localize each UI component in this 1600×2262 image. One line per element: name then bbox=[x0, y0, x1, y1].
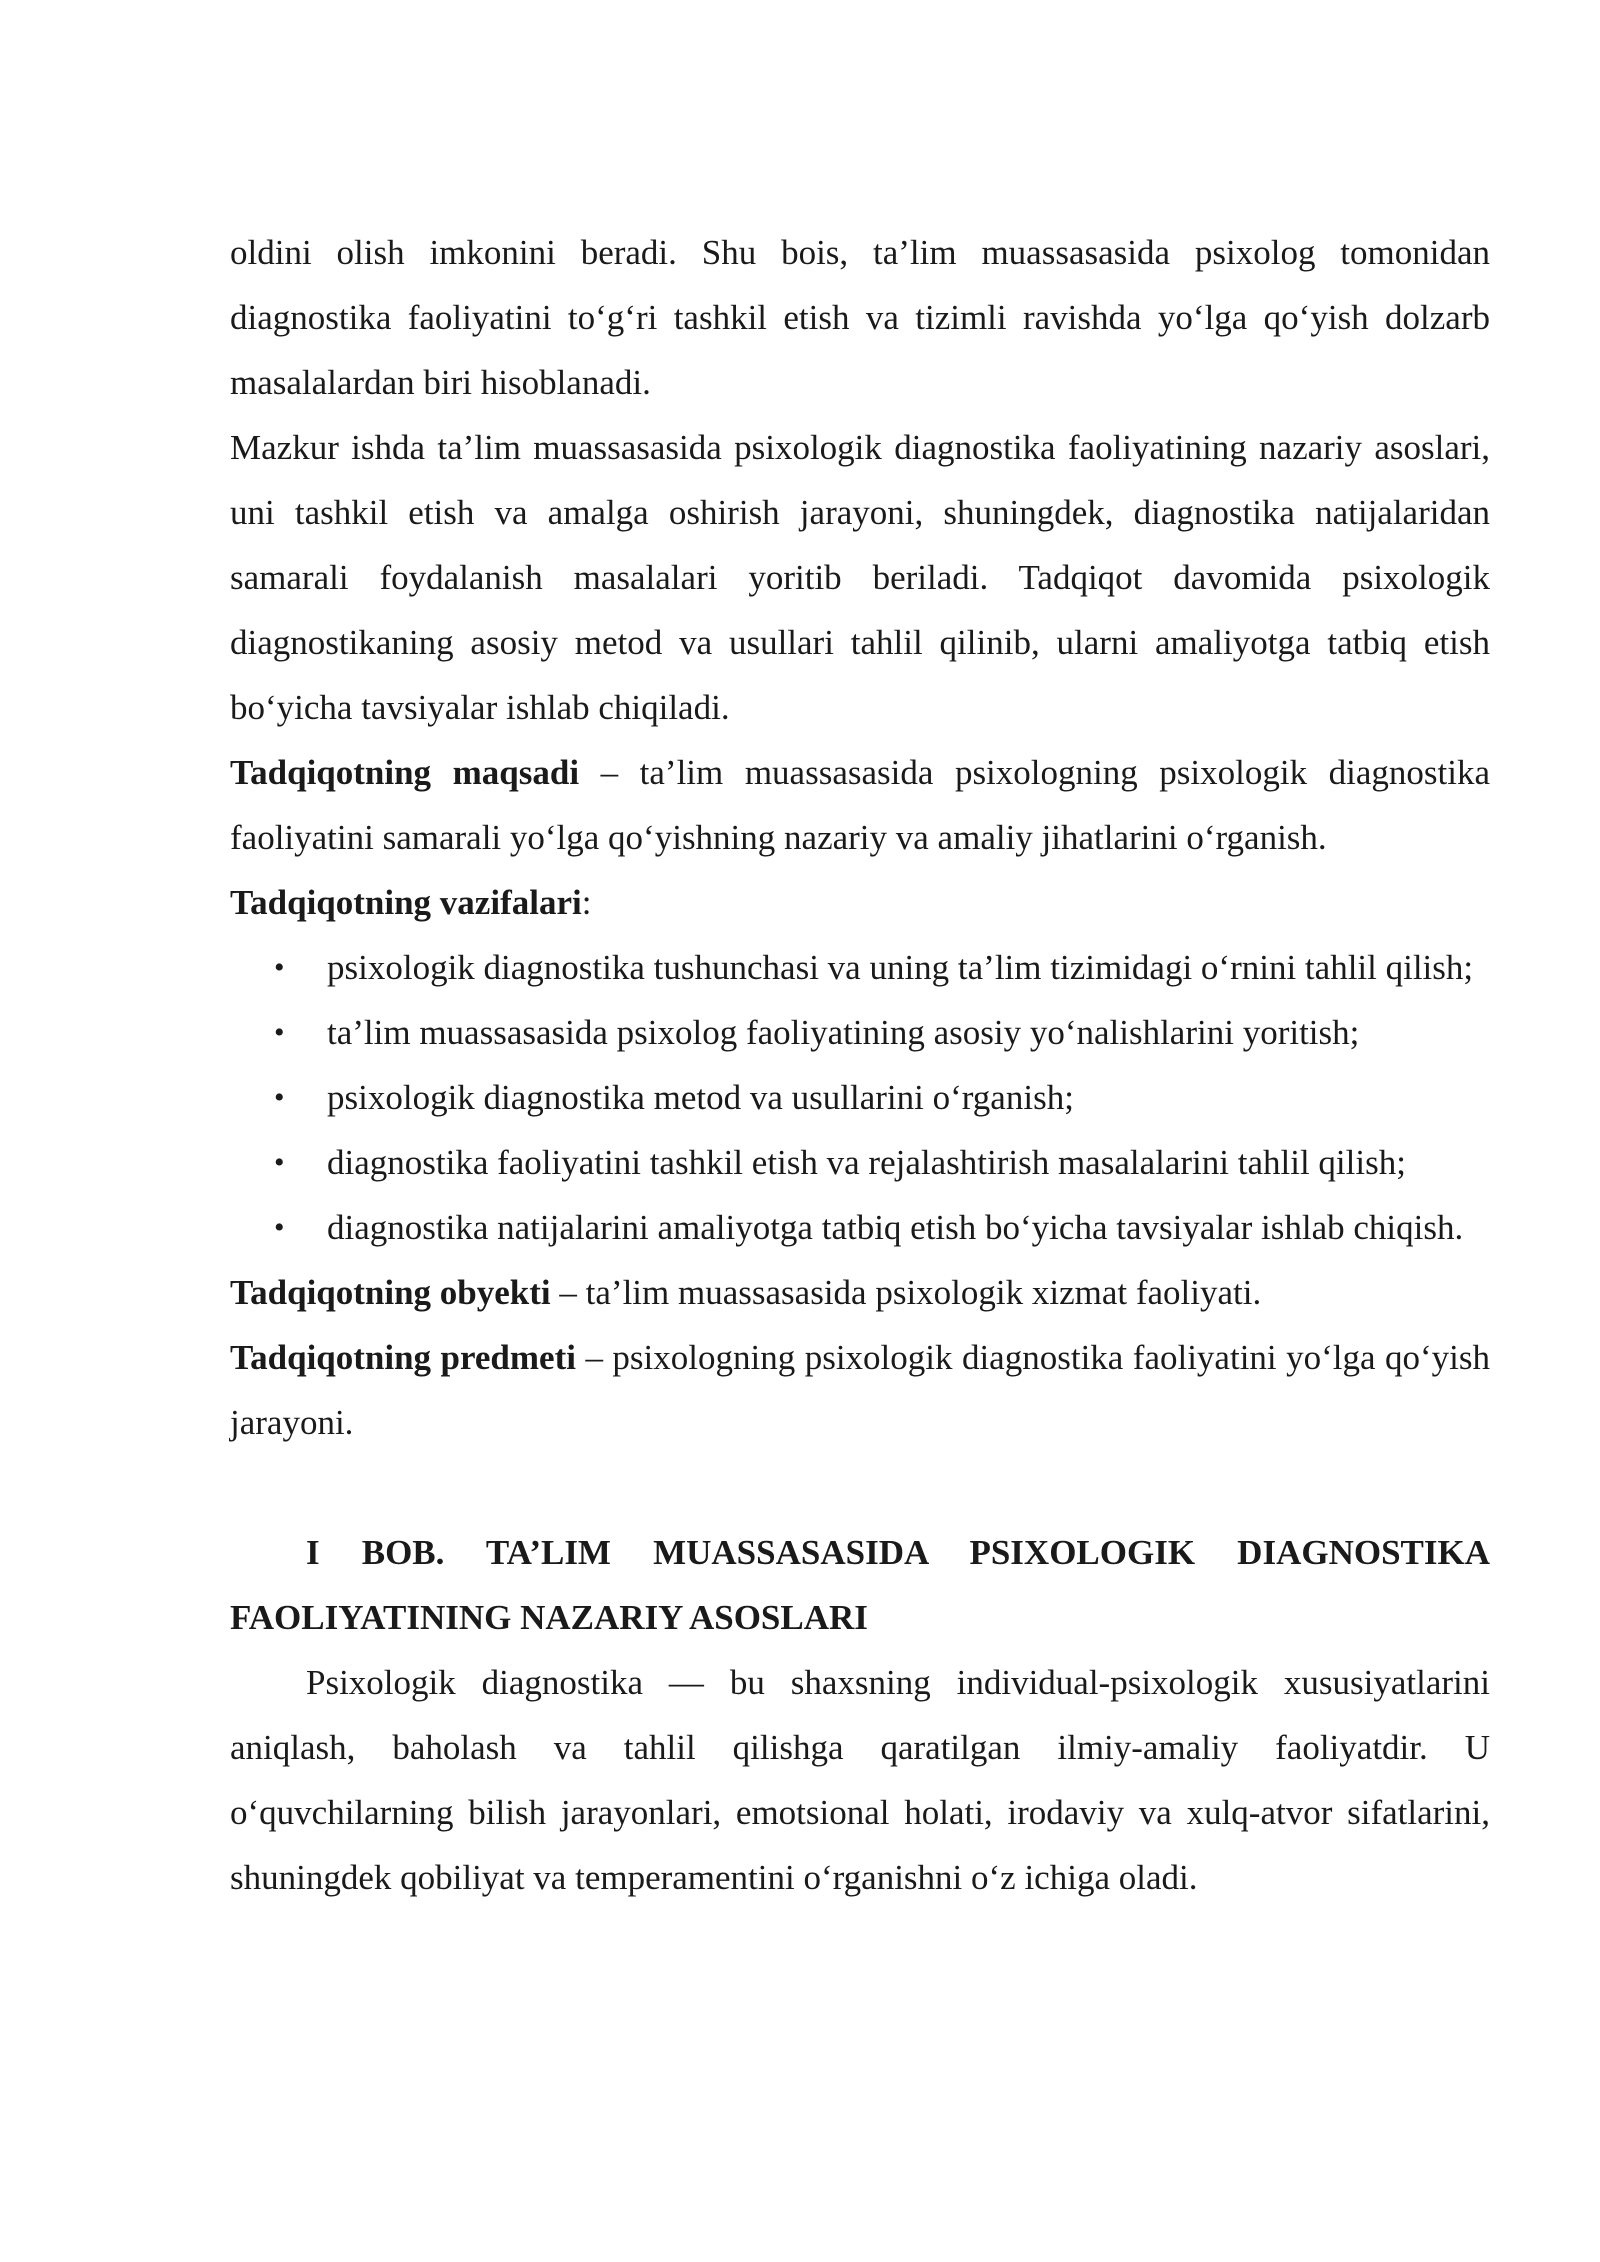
research-subject-label: Tadqiqotning predmeti bbox=[230, 1338, 576, 1377]
chapter-paragraph: Psixologik diagnostika — bu shaxsning individual-psixologik xususiyatlarini aniqlash, baholash va tahlil qilishga qaratilgan ilmiy-amaliy faoliyatdir. U o‘quvchilarning bilish jarayonlari, emotsional holati, irodaviy va xulq-atvor sifatlarini, shuningdek qobiliyat va temperamentini o‘rganishni o‘z ichiga oladi. bbox=[230, 1663, 1490, 1897]
research-tasks-label: Tadqiqotning vazifalari bbox=[230, 883, 582, 922]
research-goal-label: Tadqiqotning maqsadi bbox=[230, 753, 580, 792]
research-object-text: – ta’lim muassasasida psixologik xizmat faoliyati. bbox=[550, 1273, 1262, 1312]
list-item-text: psixologik diagnostika tushunchasi va uning ta’lim tizimidagi o‘rnini tahlil qilish; bbox=[327, 948, 1474, 987]
research-subject-text: – psixologning psixologik diagnostika faoliyatini yo‘lga qo‘yish jarayoni. bbox=[230, 1338, 1491, 1442]
list-item bbox=[230, 1195, 1490, 1260]
list-item bbox=[230, 1065, 1490, 1130]
intro-paragraph: oldini olish imkonini beradi. Shu bois, ta’lim muassasasida psixolog tomonidan diagnostika faoliyatini to‘g‘ri tashkil etish va tizimli ravishda yo‘lga qo‘yish dolzarb masalalardan biri hisoblanadi. bbox=[230, 233, 1490, 402]
research-tasks-colon: : bbox=[581, 883, 592, 922]
list-item bbox=[230, 935, 1490, 1000]
bullet-icon: • bbox=[274, 951, 285, 984]
research-goal-text: – ta’lim muassasasida psixologning psixologik diagnostika faoliyatini samarali yo‘lga qo‘yishning nazariy va amaliy jihatlarini o‘rganish. bbox=[230, 753, 1491, 857]
list-item bbox=[230, 1000, 1490, 1065]
list-item-text: psixologik diagnostika metod va usullarini o‘rganish; bbox=[327, 1078, 1074, 1117]
work-description-paragraph: Mazkur ishda ta’lim muassasasida psixologik diagnostika faoliyatining nazariy asoslari, uni tashkil etish va amalga oshirish jarayoni, shuningdek, diagnostika natijalaridan samarali foydalanish masalalari yoritib beriladi. Tadqiqot davomida psixologik diagnostikaning asosiy metod va usullari tahlil qilinib, ularni amaliyotga tatbiq etish bo‘yicha tavsiyalar ishlab chiqiladi. bbox=[230, 428, 1490, 727]
bullet-icon: • bbox=[274, 1211, 285, 1244]
bullet-icon: • bbox=[274, 1081, 285, 1114]
research-goal bbox=[230, 740, 1490, 870]
section-spacer bbox=[230, 1455, 1490, 1520]
research-object bbox=[230, 1260, 1490, 1325]
bullet-icon: • bbox=[274, 1146, 285, 1179]
research-tasks-list bbox=[230, 935, 1490, 1260]
list-item bbox=[230, 1130, 1490, 1195]
chapter-heading: I BOB. TA’LIM MUASSASASIDA PSIXOLOGIK DIAGNOSTIKA FAOLIYATINING NAZARIY ASOSLARI bbox=[230, 1533, 1490, 1637]
list-item-text: diagnostika natijalarini amaliyotga tatbiq etish bo‘yicha tavsiyalar ishlab chiqish. bbox=[327, 1208, 1464, 1247]
bullet-icon: • bbox=[274, 1016, 285, 1049]
list-item-text: ta’lim muassasasida psixolog faoliyatining asosiy yo‘nalishlarini yoritish; bbox=[327, 1013, 1360, 1052]
research-tasks-heading bbox=[230, 870, 1490, 935]
document-page bbox=[230, 220, 1490, 1910]
research-subject bbox=[230, 1325, 1490, 1455]
list-item-text: diagnostika faoliyatini tashkil etish va rejalashtirish masalalarini tahlil qilish; bbox=[327, 1143, 1406, 1182]
research-object-label: Tadqiqotning obyekti bbox=[230, 1273, 551, 1312]
